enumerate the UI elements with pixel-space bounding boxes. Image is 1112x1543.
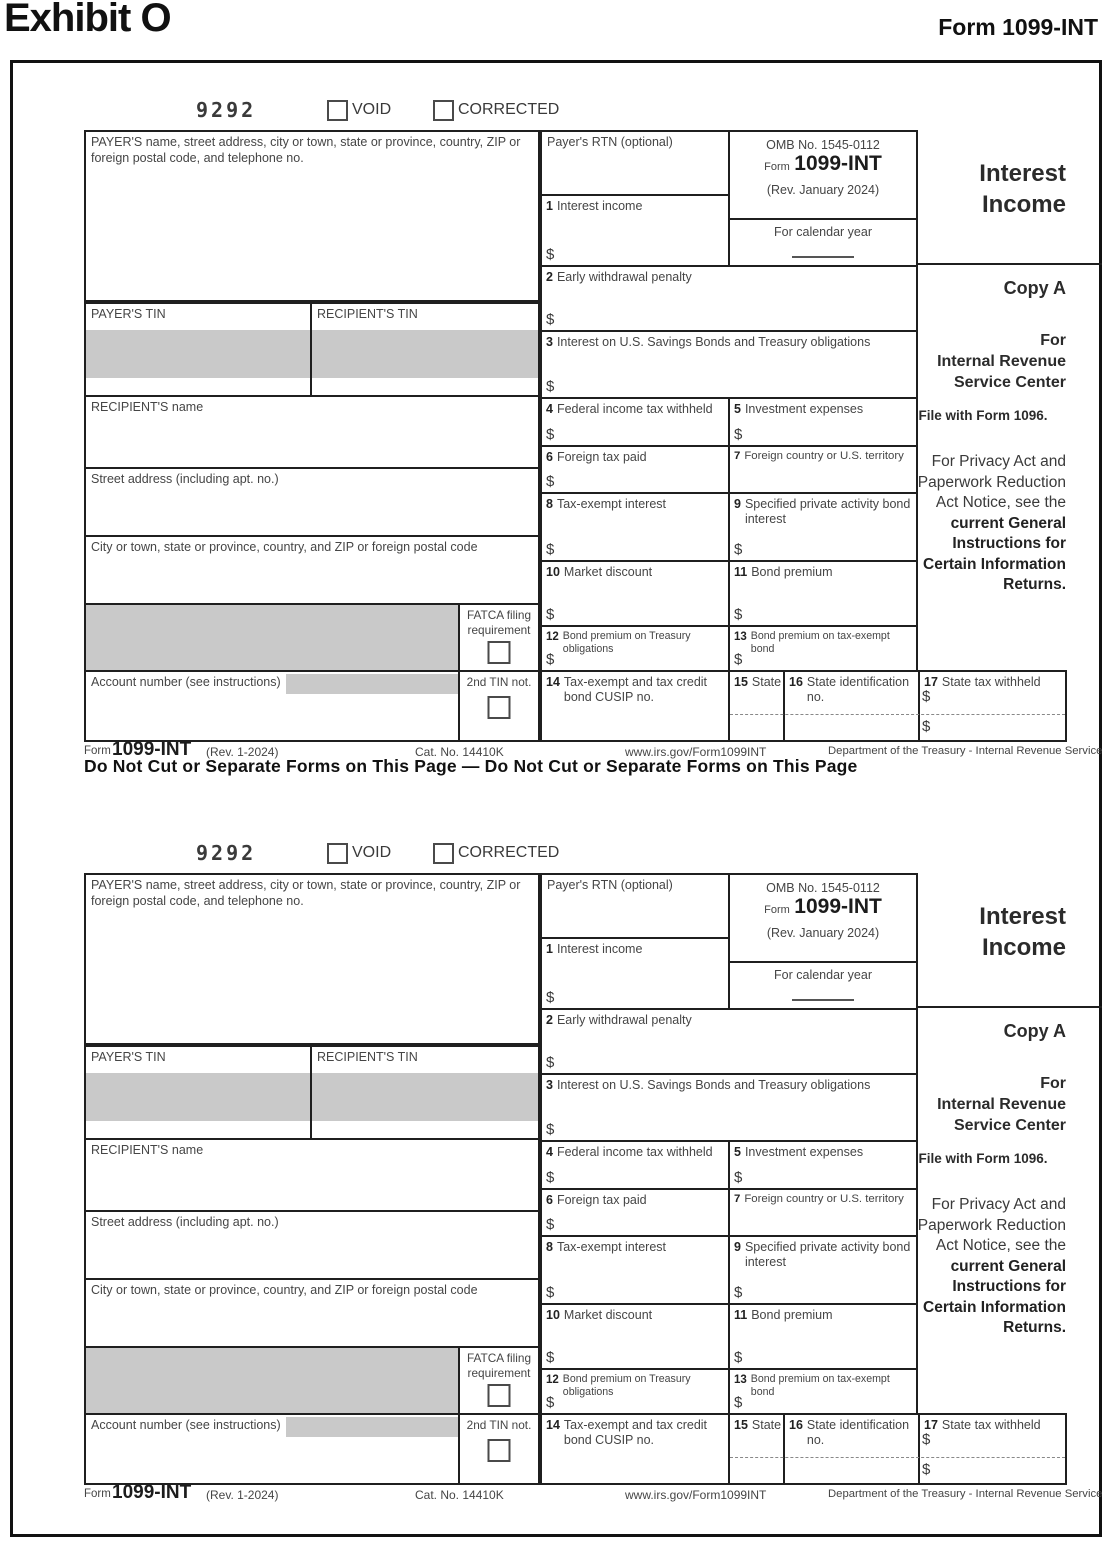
account-number-label: Account number (see instructions): [91, 1418, 281, 1432]
box-10-dollar: $: [546, 1349, 555, 1366]
fatca-checkbox[interactable]: [488, 641, 511, 664]
second-tin-label: 2nd TIN not.: [466, 1418, 532, 1432]
box-11-dollar: $: [734, 606, 743, 623]
street-address-field[interactable]: [84, 467, 540, 537]
box-17-dollar-2: $: [922, 718, 931, 735]
box-13-dollar: $: [734, 651, 743, 668]
box-3-savings-bond-interest[interactable]: 3 Interest on U.S. Savings Bonds and Treasury obligations $: [540, 330, 918, 399]
box-1-label: Interest income: [556, 199, 643, 213]
recipient-tin-label: RECIPIENT'S TIN: [317, 1050, 418, 1064]
footer-form-number: 1099-INT: [112, 739, 192, 760]
box-4-dollar: $: [546, 426, 555, 443]
street-address-field[interactable]: [84, 1210, 540, 1280]
box-16-label: State identification no.: [806, 1418, 910, 1448]
calendar-year-label: For calendar year: [774, 968, 872, 982]
omb-box: [728, 873, 918, 963]
box-17-dollar-1: $: [922, 1431, 931, 1448]
box-12-label: Bond premium on Treasury obligations: [562, 1373, 691, 1398]
shaded-block: [84, 1346, 460, 1415]
box-10-market-discount[interactable]: 10 Market discount $: [540, 560, 730, 627]
box-1-interest-income[interactable]: 1 Interest income $: [540, 937, 730, 1010]
box-2-early-withdrawal-penalty[interactable]: 2 Early withdrawal penalty $: [540, 265, 918, 332]
box-9-dollar: $: [734, 541, 743, 558]
box-7-foreign-country[interactable]: 7 Foreign country or U.S. territory: [728, 1188, 918, 1237]
box-10-dollar: $: [546, 606, 555, 623]
box-6-foreign-tax-paid[interactable]: 6 Foreign tax paid $: [540, 445, 730, 494]
corrected-checkbox[interactable]: [433, 843, 454, 864]
box-14-cusip[interactable]: 14 Tax-exempt and tax credit bond CUSIP no.: [540, 1413, 730, 1485]
void-label: VOID: [352, 101, 392, 118]
box-11-bond-premium[interactable]: 11 Bond premium $: [728, 560, 918, 627]
print-code: 9292: [196, 841, 257, 865]
box-17-label: State tax withheld: [941, 675, 1041, 689]
footer-form-word: Form: [84, 1488, 111, 1500]
box-6-label: Foreign tax paid: [556, 1193, 647, 1207]
account-shaded-area: [286, 674, 458, 694]
box-4-federal-tax-withheld[interactable]: 4 Federal income tax withheld $: [540, 1140, 730, 1190]
box-12-bond-premium-treasury[interactable]: 12 Bond premium on Treasury obligations $: [540, 1368, 730, 1415]
fatca-cell: [458, 603, 540, 672]
do-not-cut-notice: Do Not Cut or Separate Forms on This Page — Do Not Cut or Separate Forms on This Page: [84, 756, 858, 776]
box-14-label: Tax-exempt and tax credit bond CUSIP no.: [563, 1418, 708, 1448]
recipient-tin-field[interactable]: [310, 1045, 540, 1140]
footer-department: Department of the Treasury - Internal Revenue Service: [828, 745, 1103, 757]
footer-form-number: 1099-INT: [112, 1482, 192, 1503]
calendar-year-blank[interactable]: [792, 999, 854, 1001]
box-13-dollar: $: [734, 1394, 743, 1411]
box-2-early-withdrawal-penalty[interactable]: 2 Early withdrawal penalty $: [540, 1008, 918, 1075]
payer-name-label: PAYER'S name, street address, city or town, state or province, country, ZIP or foreign postal code, and telephone no.: [91, 878, 521, 908]
box-15-label: State: [751, 1418, 782, 1432]
form-1099-int-copy: [84, 841, 1103, 1513]
corrected-label: CORRECTED: [458, 101, 560, 118]
corrected-label: CORRECTED: [458, 844, 560, 861]
box-14-label: Tax-exempt and tax credit bond CUSIP no.: [563, 675, 708, 705]
box-11-label: Bond premium: [751, 1308, 833, 1322]
box-12-label: Bond premium on Treasury obligations: [562, 630, 691, 655]
payer-tin-label: PAYER'S TIN: [91, 1050, 166, 1064]
box-17-label: State tax withheld: [941, 1418, 1041, 1432]
copy-a-label: Copy A: [1003, 278, 1066, 298]
second-tin-label: 2nd TIN not.: [466, 675, 532, 689]
box-12-bond-premium-treasury[interactable]: 12 Bond premium on Treasury obligations $: [540, 625, 730, 672]
box-16-state-id[interactable]: 16 State identification no.: [783, 1413, 920, 1485]
box-7-foreign-country[interactable]: 7 Foreign country or U.S. territory: [728, 445, 918, 494]
box-4-label: Federal income tax withheld: [556, 402, 713, 416]
account-number-field[interactable]: [84, 670, 460, 742]
form-footer: [84, 1482, 1103, 1505]
city-field[interactable]: [84, 535, 540, 605]
second-tin-checkbox[interactable]: [488, 696, 511, 719]
calendar-year-blank[interactable]: [792, 256, 854, 258]
box-15-state[interactable]: 15 State: [728, 1413, 785, 1485]
box-9-private-activity-bond-interest[interactable]: 9 Specified private activity bond interest $: [728, 1235, 918, 1305]
account-number-label: Account number (see instructions): [91, 675, 281, 689]
form-1099-int-copy: [84, 98, 1103, 770]
footer-cat-no: Cat. No. 14410K: [415, 1488, 504, 1502]
box-6-dollar: $: [546, 1216, 555, 1233]
box-8-dollar: $: [546, 1284, 555, 1301]
void-checkbox[interactable]: [327, 100, 348, 121]
form-number-title: Form 1099-INT: [764, 152, 882, 175]
recipient-name-field[interactable]: [84, 1138, 540, 1212]
street-address-label: Street address (including apt. no.): [91, 472, 279, 486]
recipient-name-field[interactable]: [84, 395, 540, 469]
box-7-label: Foreign country or U.S. territory: [744, 1193, 904, 1205]
box-4-label: Federal income tax withheld: [556, 1145, 713, 1159]
footer-department: Department of the Treasury - Internal Revenue Service: [828, 1488, 1103, 1500]
state-row-dashed-line: [730, 714, 1065, 715]
box-15-state[interactable]: 15 State: [728, 670, 785, 742]
box-10-label: Market discount: [563, 1308, 653, 1322]
box-15-label: State: [751, 675, 782, 689]
void-checkbox[interactable]: [327, 843, 348, 864]
box-3-label: Interest on U.S. Savings Bonds and Treasury obligations: [556, 335, 871, 349]
box-1-dollar: $: [546, 989, 555, 1006]
fatca-checkbox[interactable]: [488, 1384, 511, 1407]
interest-income-title: Interest Income: [979, 903, 1066, 961]
footer-revision: (Rev. 1-2024): [206, 745, 279, 759]
payer-name-field[interactable]: [84, 130, 540, 302]
account-number-field[interactable]: [84, 1413, 460, 1485]
box-8-label: Tax-exempt interest: [556, 497, 667, 511]
box-12-dollar: $: [546, 1394, 555, 1411]
privacy-notice: For Privacy Act and Paperwork Reduction Act Notice, see the current General Instructions for Certain Information Returns.: [917, 1196, 1066, 1336]
recipient-name-label: RECIPIENT'S name: [91, 400, 204, 414]
box-11-dollar: $: [734, 1349, 743, 1366]
box-1-label: Interest income: [556, 942, 643, 956]
shaded-block: [84, 603, 460, 672]
box-13-label: Bond premium on tax-exempt bond: [750, 630, 890, 655]
payer-tin-shaded-area: [86, 330, 310, 378]
second-tin-cell: [458, 670, 540, 742]
recipient-tin-label: RECIPIENT'S TIN: [317, 307, 418, 321]
revision-label: (Rev. January 2024): [766, 926, 880, 940]
payer-name-field[interactable]: [84, 873, 540, 1045]
footer-cat-no: Cat. No. 14410K: [415, 745, 504, 759]
box-17-state-tax-withheld[interactable]: 17 State tax withheld: [918, 1413, 1067, 1485]
footer-revision: (Rev. 1-2024): [206, 1488, 279, 1502]
box-8-label: Tax-exempt interest: [556, 1240, 667, 1254]
box-8-tax-exempt-interest[interactable]: 8 Tax-exempt interest $: [540, 492, 730, 562]
box-13-bond-premium-tax-exempt[interactable]: 13 Bond premium on tax-exempt bond $: [728, 1368, 918, 1415]
box-12-dollar: $: [546, 651, 555, 668]
omb-box: [728, 130, 918, 220]
recipient-name-label: RECIPIENT'S name: [91, 1143, 204, 1157]
box-3-savings-bond-interest[interactable]: 3 Interest on U.S. Savings Bonds and Treasury obligations $: [540, 1073, 918, 1142]
box-6-foreign-tax-paid[interactable]: 6 Foreign tax paid $: [540, 1188, 730, 1237]
city-label: City or town, state or province, country, and ZIP or foreign postal code: [91, 1283, 478, 1297]
box-11-label: Bond premium: [751, 565, 833, 579]
payer-tin-field[interactable]: [84, 1045, 312, 1140]
city-field[interactable]: [84, 1278, 540, 1348]
print-code: 9292: [196, 98, 257, 122]
footer-form-word: Form: [84, 745, 111, 757]
page-header-form-label: Form 1099-INT: [938, 14, 1098, 40]
service-center-block: For Internal Revenue Service Center: [937, 332, 1066, 391]
box-10-label: Market discount: [563, 565, 653, 579]
box-13-label: Bond premium on tax-exempt bond: [750, 1373, 890, 1398]
box-4-federal-tax-withheld[interactable]: 4 Federal income tax withheld $: [540, 397, 730, 447]
box-10-market-discount[interactable]: 10 Market discount $: [540, 1303, 730, 1370]
box-9-private-activity-bond-interest[interactable]: 9 Specified private activity bond interest $: [728, 492, 918, 562]
omb-number: OMB No. 1545-0112: [766, 881, 880, 895]
second-tin-checkbox[interactable]: [488, 1439, 511, 1462]
box-2-label: Early withdrawal penalty: [556, 1013, 692, 1027]
box-5-investment-expenses[interactable]: 5 Investment expenses $: [728, 397, 918, 447]
file-with-label: File with Form 1096.: [918, 1151, 1048, 1166]
interest-income-title: Interest Income: [979, 160, 1066, 218]
box-7-label: Foreign country or U.S. territory: [744, 450, 904, 462]
box-17-state-tax-withheld[interactable]: 17 State tax withheld: [918, 670, 1067, 742]
recipient-tin-shaded-area: [312, 330, 538, 378]
box-4-dollar: $: [546, 1169, 555, 1186]
footer-website[interactable]: www.irs.gov/Form1099INT: [625, 1488, 767, 1502]
calendar-year-box[interactable]: [728, 218, 918, 267]
revision-label: (Rev. January 2024): [766, 183, 880, 197]
exhibit-title: Exhibit O: [4, 0, 171, 40]
footer-website[interactable]: www.irs.gov/Form1099INT: [625, 745, 767, 759]
box-17-dollar-2: $: [922, 1461, 931, 1478]
box-16-state-id[interactable]: 16 State identification no.: [783, 670, 920, 742]
box-1-dollar: $: [546, 246, 555, 263]
second-tin-cell: [458, 1413, 540, 1485]
payer-rtn-label: Payer's RTN (optional): [547, 878, 673, 892]
copy-a-label: Copy A: [1003, 1021, 1066, 1041]
box-16-label: State identification no.: [806, 675, 910, 705]
payer-tin-field[interactable]: [84, 302, 312, 397]
fatca-label: FATCA filing requirement: [466, 608, 532, 637]
box-3-dollar: $: [546, 378, 555, 395]
omb-number: OMB No. 1545-0112: [766, 138, 880, 152]
box-9-label: Specified private activity bond interest: [744, 497, 911, 527]
payer-tin-label: PAYER'S TIN: [91, 307, 166, 321]
street-address-label: Street address (including apt. no.): [91, 1215, 279, 1229]
form-copy-1: [84, 98, 1103, 770]
box-3-dollar: $: [546, 1121, 555, 1138]
account-shaded-area: [286, 1417, 458, 1437]
box-2-dollar: $: [546, 311, 555, 328]
copy-a-rule: [918, 1006, 1102, 1008]
payer-rtn-field[interactable]: [540, 873, 730, 939]
recipient-tin-shaded-area: [312, 1073, 538, 1121]
void-label: VOID: [352, 844, 392, 861]
box-5-label: Investment expenses: [744, 1145, 864, 1159]
box-5-investment-expenses[interactable]: 5 Investment expenses $: [728, 1140, 918, 1190]
city-label: City or town, state or province, country, and ZIP or foreign postal code: [91, 540, 478, 554]
box-9-dollar: $: [734, 1284, 743, 1301]
fatca-label: FATCA filing requirement: [466, 1351, 532, 1380]
box-9-label: Specified private activity bond interest: [744, 1240, 911, 1270]
box-5-label: Investment expenses: [744, 402, 864, 416]
box-13-bond-premium-tax-exempt[interactable]: 13 Bond premium on tax-exempt bond $: [728, 625, 918, 672]
box-1-interest-income[interactable]: 1 Interest income $: [540, 194, 730, 267]
fatca-cell: [458, 1346, 540, 1415]
box-3-label: Interest on U.S. Savings Bonds and Treasury obligations: [556, 1078, 871, 1092]
calendar-year-label: For calendar year: [774, 225, 872, 239]
box-8-dollar: $: [546, 541, 555, 558]
corrected-checkbox[interactable]: [433, 100, 454, 121]
form-number-title: Form 1099-INT: [764, 895, 882, 918]
box-17-dollar-1: $: [922, 688, 931, 705]
payer-rtn-field[interactable]: [540, 130, 730, 196]
box-6-dollar: $: [546, 473, 555, 490]
box-6-label: Foreign tax paid: [556, 450, 647, 464]
payer-rtn-label: Payer's RTN (optional): [547, 135, 673, 149]
box-11-bond-premium[interactable]: 11 Bond premium $: [728, 1303, 918, 1370]
payer-tin-shaded-area: [86, 1073, 310, 1121]
state-row-dashed-line: [730, 1457, 1065, 1458]
box-5-dollar: $: [734, 1169, 743, 1186]
form-copy-2: [84, 841, 1103, 1513]
box-2-dollar: $: [546, 1054, 555, 1071]
file-with-label: File with Form 1096.: [918, 408, 1048, 423]
service-center-block: For Internal Revenue Service Center: [937, 1075, 1066, 1134]
box-8-tax-exempt-interest[interactable]: 8 Tax-exempt interest $: [540, 1235, 730, 1305]
box-2-label: Early withdrawal penalty: [556, 270, 692, 284]
payer-name-label: PAYER'S name, street address, city or town, state or province, country, ZIP or foreign postal code, and telephone no.: [91, 135, 521, 165]
box-14-cusip[interactable]: 14 Tax-exempt and tax credit bond CUSIP no.: [540, 670, 730, 742]
privacy-notice: For Privacy Act and Paperwork Reduction Act Notice, see the current General Instructions for Certain Information Returns.: [917, 453, 1066, 593]
recipient-tin-field[interactable]: [310, 302, 540, 397]
box-5-dollar: $: [734, 426, 743, 443]
copy-a-rule: [918, 263, 1102, 265]
calendar-year-box[interactable]: [728, 961, 918, 1010]
